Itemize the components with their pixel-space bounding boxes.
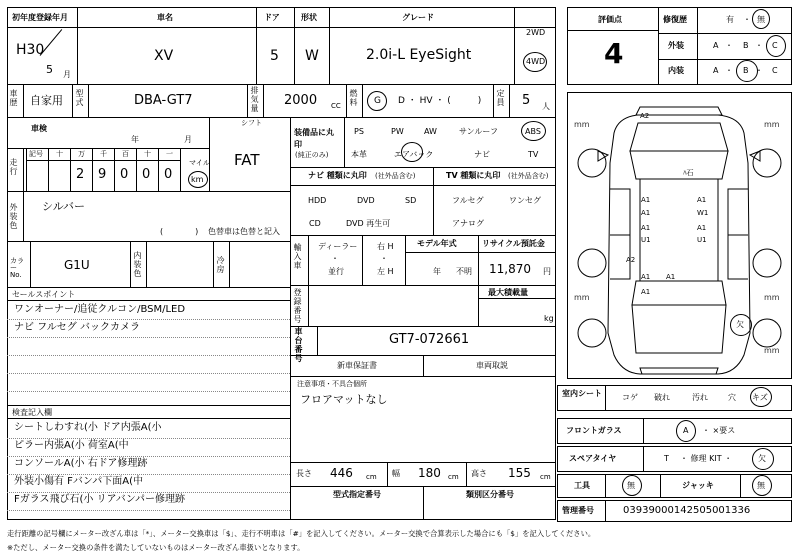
drive-4wd: 4WD	[526, 57, 546, 66]
reg-month-value: 5	[46, 63, 53, 76]
mile-label: マイル	[189, 159, 210, 167]
color-note: 色替車は色替と記入	[208, 227, 280, 236]
doors-value: 5	[270, 48, 279, 64]
navi-sd: SD	[405, 196, 417, 205]
color-note-paren: ( )	[160, 227, 199, 236]
import-label: 輸入車	[293, 243, 302, 270]
mileage-grid-divider	[158, 148, 159, 191]
reg-month-unit: 月	[63, 70, 71, 79]
footer-line-2: ※ただし、メーター交換の条件を満たしていないものはメーター改ざん車扱いとなります。	[7, 543, 305, 552]
car-diagram	[568, 93, 791, 378]
interior-c: C	[772, 66, 778, 75]
height-cm: cm	[540, 473, 551, 481]
damage-code-label: U1	[641, 236, 651, 244]
color-no-value: G1U	[64, 258, 90, 272]
notes-value: フロアマットなし	[300, 393, 388, 406]
navi-type-label: ナビ 種類に丸印	[308, 171, 367, 180]
exterior-sep1: ・	[725, 41, 733, 50]
navi-type-sub: (社外品含む)	[375, 172, 416, 180]
equip-aw: AW	[424, 127, 437, 136]
navi-hdd: HDD	[308, 196, 327, 205]
sales-points-label: セールスポイント	[12, 290, 76, 299]
navi-dvd-play: DVD 再生可	[346, 219, 391, 228]
exterior-c: C	[772, 41, 778, 50]
mileage-digit: 0	[142, 167, 151, 182]
car-name-value: XV	[154, 48, 174, 64]
tv-fullseg: フルセグ	[452, 196, 484, 205]
class-label: 類別区分番号	[466, 490, 514, 499]
seat-option-burn: コゲ	[622, 393, 638, 402]
recycle-label: リサイクル預託金	[482, 239, 545, 248]
reg-no-label: 登録番号	[293, 288, 302, 324]
equip-airbag: エアバック	[394, 150, 434, 159]
damage-chip-mark: 欠	[736, 320, 744, 329]
mm-marker: mm	[764, 346, 780, 355]
height-label: 高さ	[471, 469, 487, 478]
rating-label: 評価点	[598, 15, 622, 24]
shape-label: 形状	[301, 13, 317, 22]
equip-abs: ABS	[525, 127, 541, 136]
inspector-line: Fガラス飛び石(小 リアバンパー修理跡	[14, 494, 186, 505]
cc-unit: CC	[331, 102, 341, 110]
damage-code-label: A1	[641, 224, 651, 232]
length-value: 446	[330, 466, 353, 480]
mileage-grid-divider	[136, 148, 137, 191]
mgmt-label: 管理番号	[562, 506, 594, 515]
repair-yes: 有	[726, 15, 734, 24]
mileage-digit: 2	[76, 167, 85, 182]
equipment-label: 装備品に丸印	[294, 128, 334, 149]
max-load-label: 最大積載量	[488, 288, 528, 297]
reg-year-label: 初年度登録年月	[12, 13, 68, 22]
mm-marker: mm	[574, 120, 590, 129]
inspector-line: ピラー内張A(小 荷室A(中	[14, 440, 129, 451]
damage-code-label: A1	[641, 273, 651, 281]
usage-value: 自家用	[30, 94, 63, 107]
shaken-month-unit: 月	[184, 135, 192, 144]
tv-type-sub: (社外品含む)	[508, 172, 549, 180]
exterior-label: 外装	[668, 41, 684, 50]
shift-value: FAT	[234, 151, 260, 169]
fuel-g: G	[374, 96, 381, 106]
mileage-header: 千	[100, 150, 107, 158]
grade-value: 2.0i-L EyeSight	[366, 47, 472, 63]
displacement-label: 排気量	[250, 86, 259, 113]
interior-color-label: 内装色	[133, 251, 142, 278]
damage-code-label: ﾊ石	[683, 169, 694, 177]
height-value: 155	[508, 466, 531, 480]
footer-line-1: 走行距離の記号欄にメーター改ざん車は「*」、メーター交換車は「$」、走行不明車は「#」を記入してください。メーター交換で合算表示した場合にも「$」を記入してください。	[7, 529, 596, 538]
spare-label: スペアタイヤ	[569, 454, 617, 463]
model-value: DBA-GT7	[134, 93, 193, 108]
inspector-line: 外装小傷有 Fバンパ下面A(中	[14, 476, 143, 487]
equip-ps: PS	[354, 127, 364, 136]
navi-dvd: DVD	[357, 196, 375, 205]
mileage-header: 一	[166, 150, 173, 158]
shift-label: シフト	[241, 119, 262, 127]
import-parallel: 並行	[328, 267, 344, 276]
import-dot2: ・	[380, 254, 388, 263]
spare-t: T	[664, 454, 669, 463]
damage-code-label: A1	[641, 288, 651, 296]
mileage-grid-divider	[26, 148, 27, 191]
recycle-value: 11,870	[489, 262, 531, 276]
jack-label: ジャッキ	[682, 481, 714, 490]
mm-marker: mm	[574, 293, 590, 302]
import-dealer: ディーラー	[318, 242, 358, 251]
seat-option-tear: 破れ	[654, 393, 670, 402]
mgmt-value: 03939000142505001336	[623, 505, 751, 516]
mileage-header: 記号	[29, 150, 43, 158]
length-label: 長さ	[296, 469, 312, 478]
windshield-a: A	[683, 426, 689, 435]
repair-sep: ・	[743, 15, 751, 24]
ac-label: 冷房	[216, 256, 225, 274]
interior-label: 内装	[668, 66, 684, 75]
length-cm: cm	[366, 473, 377, 481]
model-year-year: 年	[433, 267, 441, 276]
damage-code-label: A1	[641, 196, 651, 204]
windshield-label: フロントガラス	[566, 426, 622, 435]
mileage-grid-divider	[180, 148, 181, 191]
seat-option-scratch: キズ	[752, 393, 768, 402]
seat-label: 室内シート	[562, 389, 602, 398]
inspector-label: 検査記入欄	[12, 408, 52, 417]
import-left-h: 左 H	[377, 267, 394, 276]
jack-value: 無	[757, 481, 765, 490]
interior-b: B	[743, 66, 749, 75]
drive-2wd: 2WD	[526, 28, 546, 37]
damage-code-label: A1	[641, 209, 651, 217]
shaken-label: 車検	[31, 124, 47, 133]
damage-code-label: A1	[697, 224, 707, 232]
inspector-line: コンソールA(小 右ドア修理跡	[14, 458, 148, 469]
chassis-value: GT7-072661	[389, 332, 470, 347]
shape-value: W	[305, 48, 319, 64]
mileage-header: 十	[56, 150, 63, 158]
manual: 車両取説	[476, 361, 508, 370]
mileage-digit: 0	[120, 167, 129, 182]
type-cert-label: 型式指定番号	[333, 490, 381, 499]
displacement-value: 2000	[284, 93, 318, 108]
damage-code-label: A1	[666, 273, 676, 281]
tools-value: 無	[627, 481, 635, 490]
color-no-label: カラーNo.	[10, 257, 24, 279]
km-label: km	[191, 175, 204, 184]
damage-code-label: U1	[697, 236, 707, 244]
person-unit: 人	[542, 102, 550, 111]
mileage-grid-divider	[70, 148, 71, 191]
car-name-label: 車名	[157, 13, 173, 22]
tv-type-label: TV 種類に丸印	[446, 171, 501, 180]
color-label: 外装色	[9, 203, 18, 230]
import-dot1: ・	[331, 254, 339, 263]
repair-none: 無	[757, 15, 765, 24]
fuel-options: D ・ HV ・ ( )	[398, 96, 482, 106]
seat-option-dirt: 汚れ	[692, 393, 708, 402]
navi-cd: CD	[309, 219, 321, 228]
damage-code-label: W1	[697, 209, 709, 217]
capacity-value: 5	[522, 93, 531, 108]
reg-year-value: H30	[16, 42, 45, 58]
mileage-header: 万	[78, 150, 85, 158]
equip-leather: 本革	[351, 150, 367, 159]
equip-navi: ナビ	[474, 150, 490, 159]
interior-sep2: ・	[755, 66, 763, 75]
repair-label: 修復歴	[663, 15, 687, 24]
interior-a: A	[713, 66, 719, 75]
mm-marker: mm	[764, 120, 780, 129]
new-warranty: 新車保証書	[337, 361, 377, 370]
kg-unit: kg	[544, 314, 554, 323]
mileage-grid-rule	[26, 160, 180, 161]
seat-option-hole: 穴	[728, 393, 736, 402]
model-label: 型式	[75, 89, 84, 107]
spare-none: 欠	[758, 454, 766, 463]
equip-tv: TV	[528, 150, 539, 159]
damage-code-label: A1	[697, 196, 707, 204]
color-value: シルバー	[42, 200, 85, 213]
mm-marker: mm	[764, 293, 780, 302]
interior-sep1: ・	[725, 66, 733, 75]
usage-label: 車歴	[9, 89, 18, 107]
damage-code-label: A2	[640, 112, 650, 120]
equip-sunroof: サンルーフ	[459, 127, 498, 136]
mileage-header: 十	[144, 150, 151, 158]
damage-code-label: A2	[626, 256, 636, 264]
model-year-label: モデル年式	[417, 239, 457, 248]
shaken-year-unit: 年	[131, 135, 139, 144]
exterior-sep2: ・	[755, 41, 763, 50]
tv-oneseg: ワンセグ	[509, 196, 541, 205]
mileage-grid-divider	[48, 148, 49, 191]
model-year-unknown: 不明	[456, 267, 472, 276]
grade-label: グレード	[402, 13, 434, 22]
tools-label: 工具	[574, 481, 590, 490]
sales-point-line: ナビ フルセグ バックカメラ	[14, 322, 140, 333]
rating-value: 4	[604, 37, 624, 70]
fuel-label: 燃料	[349, 89, 358, 107]
mileage-grid-divider	[114, 148, 115, 191]
mileage-digit: 9	[98, 167, 107, 182]
notes-label: 注意事項・不具合個所	[297, 380, 367, 388]
width-value: 180	[418, 466, 441, 480]
yen-unit: 円	[543, 267, 551, 276]
spare-kit: ・ 修理 KIT ・	[680, 454, 733, 463]
inspector-line: シートしわすれ(小 ドア内張A(小	[14, 422, 162, 433]
tv-analog: アナログ	[452, 219, 484, 228]
mileage-label: 走行	[9, 158, 18, 176]
width-label: 幅	[392, 469, 400, 478]
import-right-h: 右 H	[377, 242, 394, 251]
width-cm: cm	[448, 473, 459, 481]
door-label: ドア	[264, 13, 280, 22]
equip-pw: PW	[391, 127, 404, 136]
exterior-a: A	[713, 41, 719, 50]
equipment-sub: (純正のみ)	[295, 151, 329, 159]
mileage-header: 百	[122, 150, 129, 158]
exterior-b: B	[743, 41, 749, 50]
chassis-label: 車台番号	[294, 327, 303, 363]
windshield-rest: ・ ×要ス	[702, 426, 736, 435]
capacity-label: 定員	[496, 89, 505, 107]
sales-point-line: ワンオーナー/追従クルコン/BSM/LED	[14, 304, 186, 315]
mileage-digit: 0	[164, 167, 173, 182]
mileage-grid-divider	[92, 148, 93, 191]
